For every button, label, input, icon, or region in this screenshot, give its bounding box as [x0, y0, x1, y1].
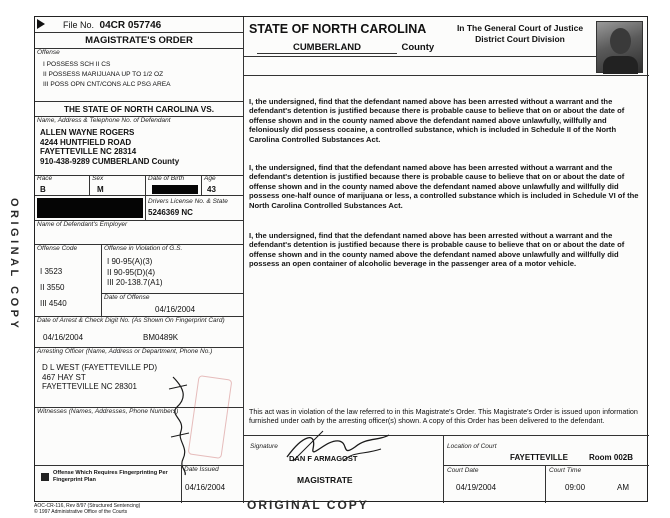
- date-issued-value: 04/16/2004: [185, 483, 226, 492]
- race-value: B: [40, 185, 46, 194]
- defendant-street: 4244 HUNTFIELD ROAD: [40, 137, 132, 147]
- magistrates-order-form: [34, 16, 648, 502]
- form-title: MAGISTRATE'S ORDER: [85, 35, 193, 46]
- finding-paragraph-3: I, the undersigned, find that the defendant named above has been arrested without a warrant and the defendant's detention is justified because there is probable cause to believe that on or about the date of offense shown and in the county named above the defendant named above unlawfully and willfully did possess an open container of alcoholic beverage in the passenger area of a motor vehicle.: [249, 231, 625, 269]
- county-word: County: [401, 42, 435, 53]
- offense-code-label: Offense Code: [37, 245, 78, 252]
- date-issued-label: Date Issued: [184, 466, 219, 473]
- original-copy-stamp: ORIGINAL COPY: [247, 498, 369, 512]
- signature-label: Signature: [250, 443, 278, 450]
- violation-item: I 90-95(A)(3): [107, 257, 153, 266]
- copyright: © 1997 Administrative Office of the Courts: [34, 509, 128, 515]
- violation-list: [107, 257, 163, 289]
- officer-label: Arresting Officer (Name, Address or Department, Phone No.): [37, 348, 213, 355]
- offense-code-list: [40, 264, 67, 312]
- age-label: Age: [204, 175, 216, 182]
- offense-label: Offense: [37, 49, 60, 56]
- location-room: Room 002B: [589, 453, 634, 462]
- defendant-city: FAYETTEVILLE NC 28314: [40, 147, 137, 156]
- court-time-label: Court Time: [549, 467, 582, 474]
- offense-date-label: Date of Offense: [104, 294, 150, 301]
- order-footer-text: This act was in violation of the law referred to in this Magistrate's Order. This Magistrate's Order is issued upon information furnished under oath by the arresting officer(s) shown. A copy of this Order has been delivered to the defendant.: [249, 407, 638, 425]
- redaction-ssn: [37, 198, 143, 218]
- file-no-value: 04CR 057746: [99, 20, 162, 31]
- check-digit-value: BM0489K: [143, 333, 179, 342]
- offense-code: II 3550: [40, 283, 65, 292]
- sex-label: Sex: [92, 175, 104, 182]
- form-code: AOC-CR-116, Rev 8/97 (Structured Sentencing): [34, 503, 141, 509]
- officer-city: FAYETTEVILLE NC 28301: [42, 382, 138, 391]
- signer-name: DAN F ARMAGOST: [289, 454, 358, 463]
- drivers-license-value: 5246369 NC: [148, 208, 193, 217]
- court-date-label: Court Date: [447, 467, 479, 474]
- age-value: 43: [207, 185, 216, 194]
- court-date-value: 04/19/2004: [456, 483, 497, 492]
- officer-street: 467 HAY ST: [42, 372, 86, 382]
- offense-list: [43, 60, 171, 90]
- offense-code: I 3523: [40, 267, 63, 276]
- corner-arrow-icon: [37, 19, 45, 29]
- court-time-ampm: AM: [617, 483, 629, 492]
- finding-paragraph-1: I, the undersigned, find that the defendant named above has been arrested without a warrant and the defendant's detention is justified because there is probable cause to believe that on or about the date of offense shown and in the county named above the defendant named above unlawfully, willfully and feloniously did possess cocaine, a controlled substance, which is included in Schedule II of the North Carolina Controlled Substances Act.: [249, 97, 625, 144]
- court-line-1: In The General Court of Justice: [456, 23, 584, 33]
- arrest-date-value: 04/16/2004: [43, 333, 84, 342]
- file-no-label: File No.: [63, 20, 95, 30]
- arrest-label: Date of Arrest & Check Digit No. (As Shown On Fingerprint Card): [37, 317, 225, 324]
- fingerprint-note: Offense Which Requires Fingerprinting Per Fingerprint Plan: [53, 470, 168, 483]
- state-header: STATE OF NORTH CAROLINA: [249, 22, 427, 36]
- sex-value: M: [97, 185, 104, 194]
- offense-code: III 4540: [40, 299, 67, 308]
- offense-item: III POSS OPN CNT/CONS ALC PSG AREA: [43, 81, 171, 88]
- court-time-value: 09:00: [565, 483, 586, 492]
- offense-date-value: 04/16/2004: [155, 305, 196, 314]
- defendant-label: Name, Address & Telephone No. of Defendant: [37, 117, 171, 124]
- witnesses-label: Witnesses (Names, Addresses, Phone Numbers): [37, 408, 179, 415]
- finding-paragraph-2: I, the undersigned, find that the defendant named above has been arrested without a warrant and the defendant's detention is justified because there is probable cause to believe that on or about the date of offense shown and in the county named above the defendant named above unlawfully and willfully did possess one-half ounce of marijuana or less, a controlled substance which is included in Schedule VI of the North Carolina Controlled Substances Act.: [249, 163, 639, 210]
- violation-item: II 90-95(D)(4): [107, 267, 156, 277]
- fingerprint-checkbox[interactable]: [41, 473, 49, 481]
- redaction-dob: [152, 185, 198, 194]
- offense-item: I POSSESS SCH II CS: [43, 61, 111, 68]
- officer-info: [42, 363, 157, 392]
- defendant-name: ALLEN WAYNE ROGERS: [40, 128, 135, 137]
- violation-item: III 20-138.7(A1): [107, 278, 163, 287]
- location-label: Location of Court: [447, 443, 497, 450]
- signer-title: MAGISTRATE: [297, 475, 353, 485]
- state-vs-heading: THE STATE OF NORTH CAROLINA VS.: [64, 105, 214, 114]
- dob-label: Date of Birth: [148, 175, 185, 182]
- race-label: Race: [37, 175, 53, 182]
- defendant-info: [40, 128, 179, 166]
- employer-label: Name of Defendant's Employer: [37, 221, 128, 228]
- county-value: CUMBERLAND: [257, 42, 397, 54]
- violation-label: Offense in Violation of G.S.: [104, 245, 183, 252]
- offense-item: II POSSESS MARIJUANA UP TO 1/2 OZ: [43, 71, 164, 78]
- location-city: FAYETTEVILLE: [510, 453, 568, 462]
- drivers-license-label: Drivers License No. & State: [148, 198, 228, 205]
- officer-name: D L WEST (FAYETTEVILLE PD): [42, 363, 157, 372]
- defendant-photo: [596, 21, 643, 73]
- court-line-2: District Court Division: [475, 34, 565, 44]
- court-division: [445, 23, 595, 45]
- original-copy-side-stamp: ORIGINAL COPY: [8, 198, 20, 332]
- defendant-phone-county: 910-438-9289 CUMBERLAND County: [40, 156, 180, 166]
